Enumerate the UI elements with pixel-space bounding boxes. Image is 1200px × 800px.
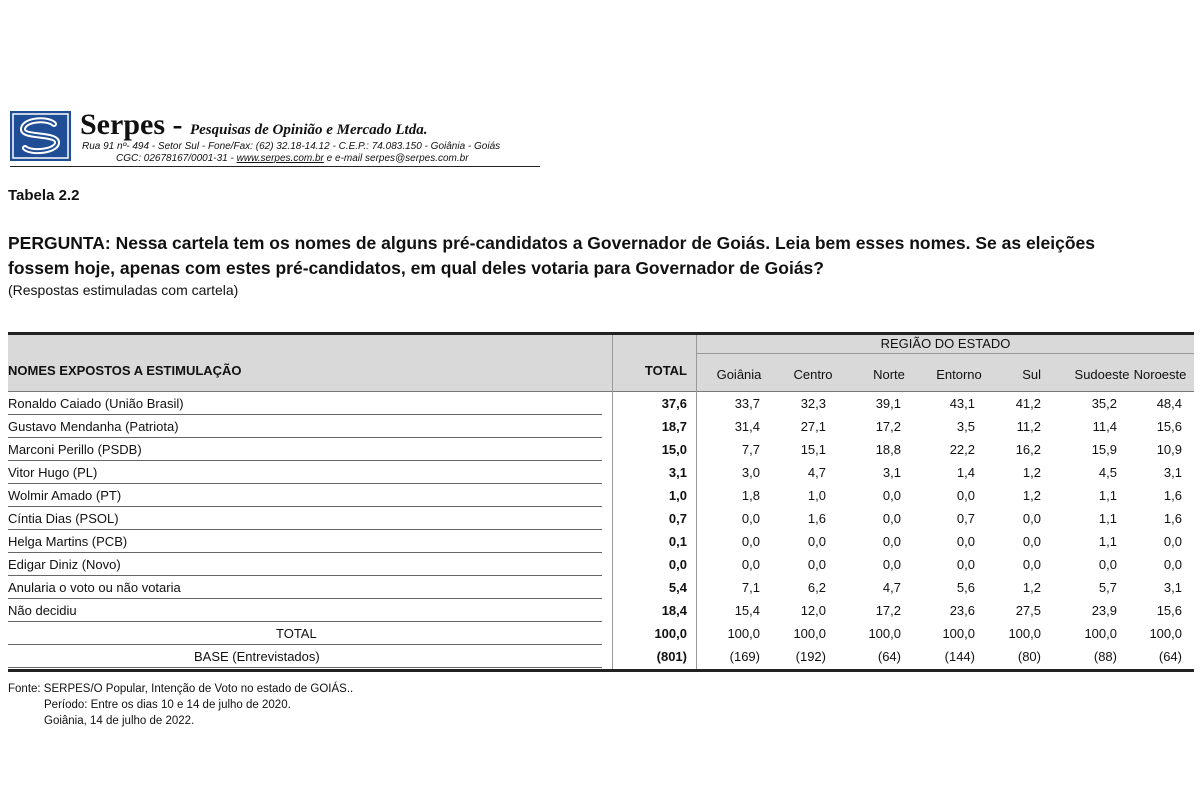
table-row bbox=[8, 392, 1194, 415]
region-value: (169) bbox=[729, 649, 760, 664]
total-value: 0,7 bbox=[668, 511, 687, 526]
region-value: (144) bbox=[944, 649, 975, 664]
serpes-logo bbox=[10, 111, 71, 161]
region-value: 4,7 bbox=[882, 580, 901, 595]
region-value: 17,2 bbox=[875, 419, 901, 434]
region-value: 1,6 bbox=[1163, 488, 1182, 503]
region-value: 5,7 bbox=[1098, 580, 1117, 595]
region-value: 22,2 bbox=[949, 442, 975, 457]
region-value: 3,5 bbox=[956, 419, 975, 434]
region-value: 0,0 bbox=[882, 534, 901, 549]
total-value: 1,0 bbox=[668, 488, 687, 503]
brand-title bbox=[80, 108, 427, 142]
region-value: 3,0 bbox=[741, 465, 760, 480]
region-value: 100,0 bbox=[1008, 626, 1041, 641]
region-value: 35,2 bbox=[1091, 396, 1117, 411]
total-value: (801) bbox=[656, 649, 687, 664]
footer-source: Fonte: SERPES/O Popular, Intenção de Voto no estado de GOIÁS.. bbox=[8, 683, 354, 695]
region-value: 6,2 bbox=[807, 580, 826, 595]
region-value: 100,0 bbox=[727, 626, 760, 641]
row-label: BASE (Entrevistados) bbox=[194, 649, 320, 664]
region-value: 33,7 bbox=[734, 396, 760, 411]
region-value: 0,0 bbox=[1098, 557, 1117, 572]
total-value: 18,7 bbox=[661, 419, 687, 434]
region-value: 0,0 bbox=[741, 557, 760, 572]
region-value: 4,7 bbox=[807, 465, 826, 480]
region-value: 7,1 bbox=[741, 580, 760, 595]
region-value: 7,7 bbox=[741, 442, 760, 457]
cgc-text: CGC: 02678167/0001-31 - bbox=[116, 153, 237, 164]
email-text: e e-mail serpes@serpes.com.br bbox=[323, 153, 469, 164]
region-value: 100,0 bbox=[1149, 626, 1182, 641]
region-value: 100,0 bbox=[793, 626, 826, 641]
total-value: 15,0 bbox=[661, 442, 687, 457]
base-row bbox=[8, 645, 1194, 668]
header-divider bbox=[10, 166, 540, 167]
region-value: 0,0 bbox=[882, 488, 901, 503]
region-value: 15,6 bbox=[1156, 419, 1182, 434]
region-value: 23,6 bbox=[949, 603, 975, 618]
region-value: 0,0 bbox=[1163, 557, 1182, 572]
row-label: Ronaldo Caiado (União Brasil) bbox=[8, 396, 184, 411]
row-label: TOTAL bbox=[276, 626, 317, 641]
region-value: 11,2 bbox=[1016, 419, 1041, 434]
region-value: 32,3 bbox=[800, 396, 826, 411]
total-value: 3,1 bbox=[668, 465, 687, 480]
region-value: 100,0 bbox=[868, 626, 901, 641]
label-column-header: NOMES EXPOSTOS A ESTIMULAÇÃO bbox=[8, 363, 242, 378]
region-value: (64) bbox=[877, 649, 901, 664]
region-value: 1,1 bbox=[1098, 511, 1117, 526]
region-value: 3,1 bbox=[882, 465, 901, 480]
region-value: 0,0 bbox=[882, 557, 901, 572]
region-value: 23,9 bbox=[1091, 603, 1117, 618]
region-value: 12,0 bbox=[800, 603, 826, 618]
row-label: Wolmir Amado (PT) bbox=[8, 488, 122, 503]
total-value: 0,0 bbox=[668, 557, 687, 572]
region-value: 18,8 bbox=[875, 442, 901, 457]
total-value: 37,6 bbox=[661, 396, 687, 411]
region-value: 100,0 bbox=[1084, 626, 1117, 641]
region-header: Centro bbox=[793, 367, 833, 382]
region-header: Noroeste bbox=[1133, 367, 1187, 382]
region-value: 0,0 bbox=[956, 557, 975, 572]
total-column-header: TOTAL bbox=[644, 363, 687, 378]
region-value: 0,0 bbox=[956, 488, 975, 503]
region-value: 39,1 bbox=[875, 396, 901, 411]
region-value: 1,4 bbox=[956, 465, 975, 480]
region-value: (80) bbox=[1017, 649, 1041, 664]
region-value: 16,2 bbox=[1015, 442, 1041, 457]
region-value: 1,6 bbox=[807, 511, 826, 526]
region-value: 41,2 bbox=[1015, 396, 1041, 411]
total-value: 5,4 bbox=[668, 580, 687, 595]
region-value: 0,0 bbox=[741, 511, 760, 526]
table-row bbox=[8, 553, 1194, 576]
region-value: (64) bbox=[1158, 649, 1182, 664]
total-value: 18,4 bbox=[661, 603, 687, 618]
region-value: 0,0 bbox=[1022, 534, 1041, 549]
region-value: 5,6 bbox=[956, 580, 975, 595]
total-value: 0,1 bbox=[668, 534, 687, 549]
region-value: 0,0 bbox=[741, 534, 760, 549]
row-label: Vitor Hugo (PL) bbox=[8, 465, 98, 480]
table-row bbox=[8, 530, 1194, 553]
region-value: 15,1 bbox=[800, 442, 826, 457]
table-bottom-rule bbox=[8, 669, 1194, 672]
region-value: 0,0 bbox=[1022, 511, 1041, 526]
region-value: (88) bbox=[1093, 649, 1117, 664]
region-header: Norte bbox=[873, 367, 905, 382]
region-value: 27,5 bbox=[1015, 603, 1041, 618]
brand-name: Serpes - bbox=[80, 108, 190, 141]
table-row bbox=[8, 415, 1194, 438]
region-value: 10,9 bbox=[1156, 442, 1182, 457]
region-value: 1,0 bbox=[807, 488, 826, 503]
question-text: PERGUNTA: Nessa cartela tem os nomes de alguns pré-candidatos a Governador de Goiás. Leia bem esses nomes. Se as eleições fossem hoje, apenas com estes pré-candidatos, em qual deles votaria para Governador de Goiás? bbox=[8, 233, 1096, 278]
region-value: 0,0 bbox=[807, 534, 826, 549]
region-value: 43,1 bbox=[949, 396, 975, 411]
region-value: 100,0 bbox=[942, 626, 975, 641]
contact-line bbox=[116, 153, 469, 164]
row-divider bbox=[8, 667, 602, 668]
address-line: Rua 91 nº- 494 - Setor Sul - Fone/Fax: (62) 32.18-14.12 - C.E.P.: 74.083.150 - Goiânia - Goiás bbox=[82, 141, 501, 152]
table-row bbox=[8, 576, 1194, 599]
row-label: Helga Martins (PCB) bbox=[8, 534, 128, 549]
region-value: 1,8 bbox=[741, 488, 760, 503]
region-value: 27,1 bbox=[800, 419, 826, 434]
region-value: 1,2 bbox=[1022, 580, 1041, 595]
region-value: 3,1 bbox=[1163, 580, 1182, 595]
region-value: 0,0 bbox=[1022, 557, 1041, 572]
total-value: 100,0 bbox=[654, 626, 687, 641]
footer-period: Período: Entre os dias 10 e 14 de julho de 2020. bbox=[44, 699, 291, 711]
region-group-header: REGIÃO DO ESTADO bbox=[880, 336, 1011, 351]
region-value: 1,2 bbox=[1022, 488, 1041, 503]
region-header: Goiânia bbox=[716, 367, 762, 382]
region-value: 1,1 bbox=[1098, 534, 1117, 549]
table-row bbox=[8, 599, 1194, 622]
row-label: Anularia o voto ou não votaria bbox=[8, 580, 181, 595]
region-value: 17,2 bbox=[875, 603, 901, 618]
region-value: 3,1 bbox=[1163, 465, 1182, 480]
region-value: 31,4 bbox=[734, 419, 760, 434]
region-value: 15,6 bbox=[1156, 603, 1182, 618]
question-note: (Respostas estimuladas com cartela) bbox=[8, 282, 239, 298]
row-label: Edigar Diniz (Novo) bbox=[8, 557, 121, 572]
region-header: Sul bbox=[1022, 367, 1041, 382]
row-label: Marconi Perillo (PSDB) bbox=[8, 442, 142, 457]
region-value: 11,4 bbox=[1092, 419, 1117, 434]
footer bbox=[8, 681, 353, 729]
row-label: Gustavo Mendanha (Patriota) bbox=[8, 419, 179, 434]
footer-place-date: Goiânia, 14 de julho de 2022. bbox=[44, 715, 195, 727]
region-value: 1,1 bbox=[1098, 488, 1117, 503]
region-value: 0,0 bbox=[956, 534, 975, 549]
table-row bbox=[8, 484, 1194, 507]
table-id: Tabela 2.2 bbox=[8, 187, 80, 204]
region-value: 0,0 bbox=[882, 511, 901, 526]
region-header: Entorno bbox=[936, 367, 982, 382]
region-group-rule bbox=[697, 353, 1194, 354]
region-value: 15,9 bbox=[1091, 442, 1117, 457]
region-value: 48,4 bbox=[1156, 396, 1182, 411]
total-row bbox=[8, 622, 1194, 645]
table-row bbox=[8, 507, 1194, 530]
table-row bbox=[8, 438, 1194, 461]
region-header: Sudoeste bbox=[1074, 367, 1130, 382]
region-value: 0,0 bbox=[807, 557, 826, 572]
region-value: 1,2 bbox=[1022, 465, 1041, 480]
region-value: 0,7 bbox=[956, 511, 975, 526]
brand-subtitle: Pesquisas de Opinião e Mercado Ltda. bbox=[189, 122, 428, 138]
row-label: Cíntia Dias (PSOL) bbox=[8, 511, 119, 526]
region-value: 4,5 bbox=[1098, 465, 1117, 480]
region-value: 15,4 bbox=[734, 603, 760, 618]
website-link[interactable]: www.serpes.com.br bbox=[236, 153, 324, 164]
region-value: 1,6 bbox=[1163, 511, 1182, 526]
region-value: (192) bbox=[795, 649, 826, 664]
table-row bbox=[8, 461, 1194, 484]
region-value: 0,0 bbox=[1163, 534, 1182, 549]
row-label: Não decidiu bbox=[8, 603, 77, 618]
